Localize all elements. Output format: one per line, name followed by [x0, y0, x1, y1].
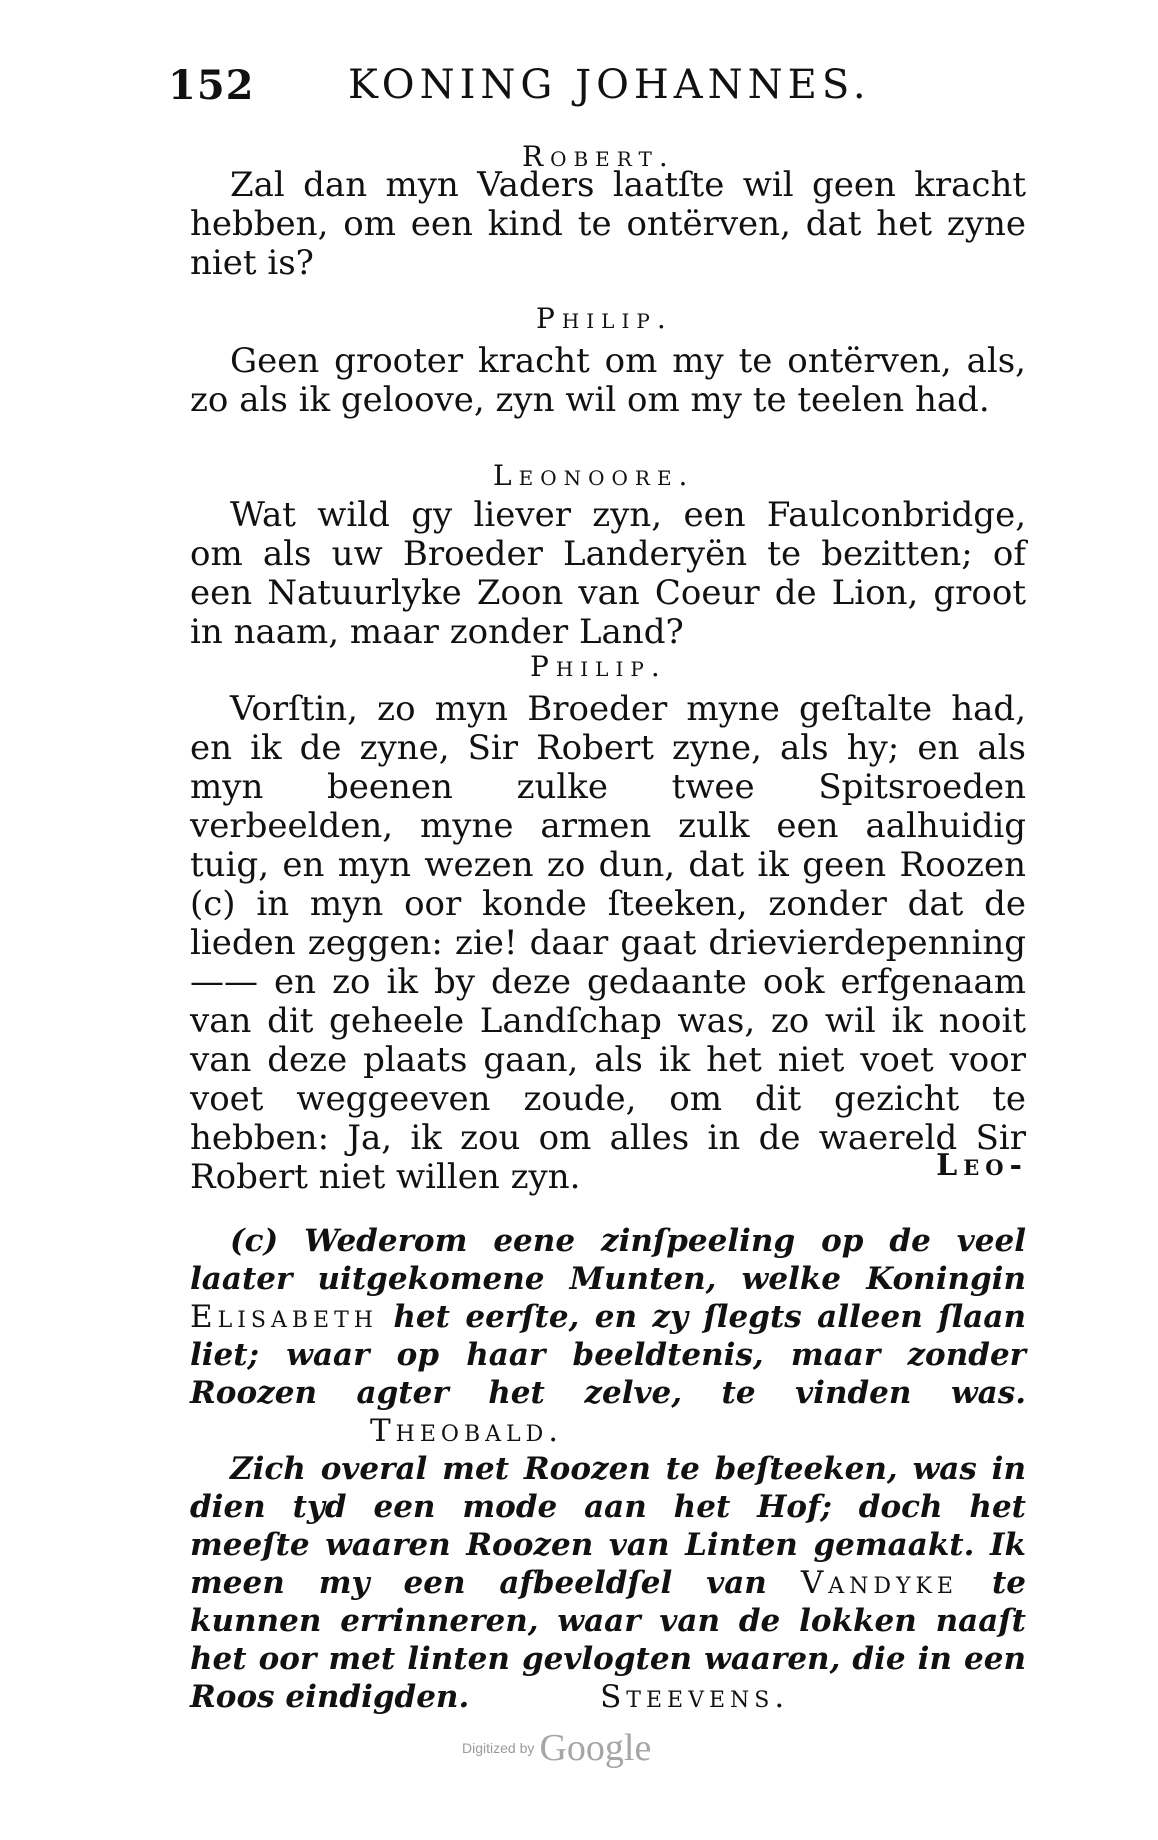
- speaker-leonoore: Leonoore.: [493, 459, 695, 492]
- footnote-c: [190, 1222, 1026, 1450]
- digitized-footer: [462, 1726, 651, 1770]
- footnote-text: (c) Wederom eene zinſpeeling op de veel laater uitgekomene Munten, welke Koningin: [190, 1223, 1026, 1297]
- speech-text: Wat wild gy liever zyn, een Faulconbridge, om als uw Broeder Landeryën te bezitten; of een Natuurlyke Zoon van Coeur de Lion, groot in naam, maar zonder Land?: [190, 495, 1026, 652]
- page-number: 152: [168, 62, 255, 109]
- speech-text: Zal dan myn Vaders laatſte wil geen kracht hebben, om een kind te ontërven, dat het zyne niet is?: [190, 165, 1026, 283]
- speech-text: Vorſtin, zo myn Broeder myne geſtalte had, en ik de zyne, Sir Robert zyne, als hy; en als myn beenen zulke twee Spitsroeden verbeelden, myne armen zulk een aalhuidig tuig, en myn wezen zo dun, dat ik geen Roozen (c) in myn oor konde ſteeken, zonder dat de lieden zeggen: zie! daar gaat drievierdepenning —— en zo ik by deze gedaante ook erfgenaam van dit geheele Landſchap was, zo wil ik nooit van deze plaats gaan, als ik het niet voet voor voet weggeeven zoude, om dit gezicht te hebben: Ja, ik zou om alles in de waereld Sir Robert niet willen zyn.: [190, 689, 1026, 1197]
- footnote-name: Elisabeth: [190, 1299, 378, 1335]
- speaker-robert: Robert.: [522, 140, 675, 173]
- speech-philip-2: [190, 690, 1026, 1197]
- google-logo: Google: [539, 1727, 652, 1769]
- footnote-text: het eerſte, en zy ſlegts alleen ſlaan liet; waar op haar beeldtenis, maar zonder Roozen agter het zelve, te vinden was.: [190, 1299, 1026, 1411]
- speech-philip-1: [190, 342, 1026, 420]
- speech-robert: [190, 166, 1026, 283]
- catchword: Leo-: [936, 1148, 1028, 1183]
- footnote-text: Zich overal met Roozen te beſteeken, was in dien tyd een mode aan het Hof; doch het meeſte waaren Roozen van Linten gemaakt. Ik meen my een afbeeldſel van: [190, 1451, 1026, 1601]
- footnote-attribution: Steevens.: [600, 1679, 790, 1715]
- speech-leonoore: [190, 496, 1026, 652]
- page-header: [168, 62, 888, 122]
- speaker-philip-2: Philip.: [530, 650, 667, 683]
- footnotes: [190, 1222, 1026, 1716]
- running-title: KONING JOHANNES.: [348, 62, 871, 108]
- footnote-continuation: [190, 1450, 1026, 1716]
- speaker-philip-1: Philip.: [536, 302, 673, 335]
- footnote-name: Vandyke: [800, 1565, 958, 1601]
- footnote-text: te kunnen errinneren, waar van de lokken naaſt het oor met linten gevlogten waaren, die in een Roos eindigden.: [190, 1565, 1026, 1715]
- footnote-attribution: Theobald.: [370, 1413, 564, 1449]
- speech-text: Geen grooter kracht om my te ontërven, als, zo als ik geloove, zyn wil om my te teelen had.: [190, 341, 1026, 420]
- digitized-by-text: Digitized by: [462, 1740, 535, 1756]
